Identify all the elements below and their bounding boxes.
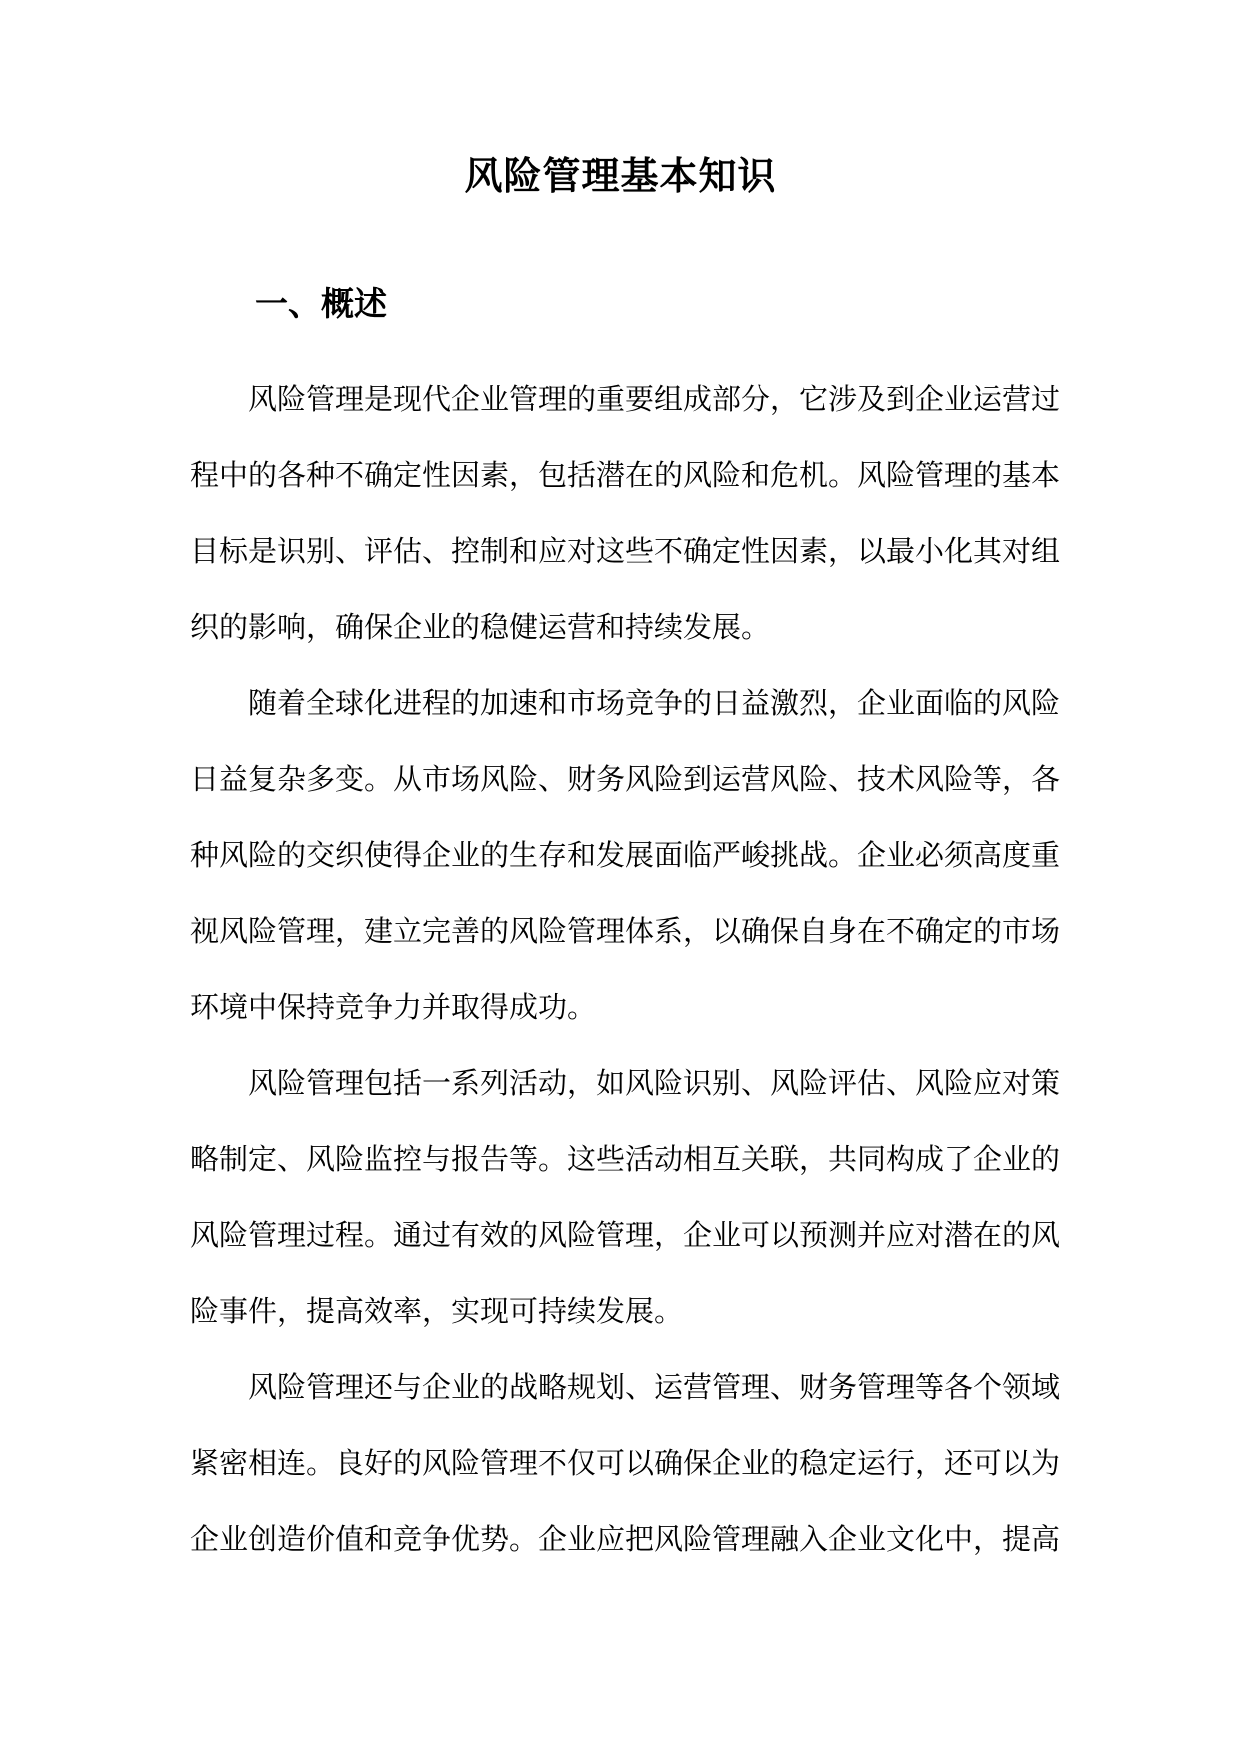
- paragraph-1: [190, 361, 1061, 665]
- paragraph-line: 环境中保持竞争力并取得成功。: [190, 990, 597, 1024]
- paragraph-line: 随着全球化进程的加速和市场竞争的日益激烈，企业面临的风险: [248, 686, 1061, 720]
- paragraph-line: 种风险的交织使得企业的生存和发展面临严峻挑战。企业必须高度重: [190, 838, 1061, 872]
- section-heading-overview: 一、概述: [255, 284, 387, 323]
- paragraph-line: 日益复杂多变。从市场风险、财务风险到运营风险、技术风险等，各: [190, 762, 1061, 796]
- paragraph-4: [190, 1349, 1061, 1577]
- paragraph-line: 风险管理还与企业的战略规划、运营管理、财务管理等各个领域: [248, 1370, 1061, 1404]
- paragraph-line: 风险管理过程。通过有效的风险管理，企业可以预测并应对潜在的风: [190, 1218, 1061, 1252]
- paragraph-line: 目标是识别、评估、控制和应对这些不确定性因素，以最小化其对组: [190, 534, 1061, 568]
- paragraph-line: 企业创造价值和竞争优势。企业应把风险管理融入企业文化中，提高: [190, 1522, 1061, 1556]
- paragraph-line: 险事件，提高效率，实现可持续发展。: [190, 1294, 684, 1328]
- paragraph-line: 程中的各种不确定性因素，包括潜在的风险和危机。风险管理的基本: [190, 458, 1061, 492]
- paragraph-3: [190, 1045, 1061, 1349]
- paragraph-line: 视风险管理，建立完善的风险管理体系，以确保自身在不确定的市场: [190, 914, 1061, 948]
- paragraph-2: [190, 665, 1061, 1045]
- paragraph-line: 略制定、风险监控与报告等。这些活动相互关联，共同构成了企业的: [190, 1142, 1061, 1176]
- document-title: 风险管理基本知识: [464, 153, 777, 198]
- document-body: [190, 361, 1061, 1577]
- paragraph-line: 紧密相连。良好的风险管理不仅可以确保企业的稳定运行，还可以为: [190, 1446, 1061, 1480]
- paragraph-line: 织的影响，确保企业的稳健运营和持续发展。: [190, 610, 771, 644]
- paragraph-line: 风险管理是现代企业管理的重要组成部分，它涉及到企业运营过: [248, 382, 1061, 416]
- paragraph-line: 风险管理包括一系列活动，如风险识别、风险评估、风险应对策: [248, 1066, 1061, 1100]
